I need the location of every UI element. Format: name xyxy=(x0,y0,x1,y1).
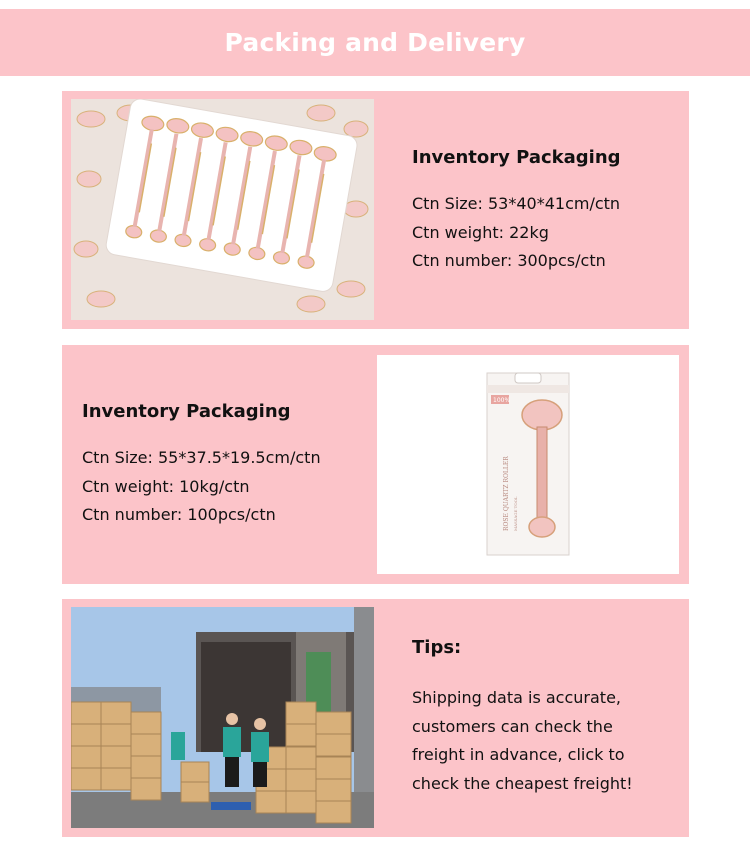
tips-line: check the cheapest freight! xyxy=(412,773,633,793)
carton-weight: Ctn weight: 22kg xyxy=(412,222,549,242)
packaging-info-2 xyxy=(82,401,321,530)
packaging-panel-2 xyxy=(62,345,689,584)
carton-size: Ctn Size: 55*37.5*19.5cm/ctn xyxy=(82,448,321,467)
tips-info xyxy=(412,637,633,798)
packaging-info-1 xyxy=(412,147,621,276)
foam-tray-illustration xyxy=(71,99,374,320)
carton-number: Ctn number: 300pcs/ctn xyxy=(412,251,606,270)
gift-box-illustration xyxy=(377,355,679,574)
carton-number: Ctn number: 100pcs/ctn xyxy=(82,505,276,524)
box-brand-text: ROSE QUARTZ ROLLER xyxy=(503,456,510,531)
foam-tray-photo xyxy=(71,99,374,320)
carton-weight: Ctn weight: 10kg/ctn xyxy=(82,476,250,496)
carton-size: Ctn Size: 53*40*41cm/ctn xyxy=(412,194,621,213)
gift-box-photo xyxy=(377,355,679,574)
loading-truck-photo xyxy=(71,607,374,828)
tips-line: Shipping data is accurate, xyxy=(412,688,621,707)
section-title: Inventory Packaging xyxy=(82,401,291,422)
packaging-panel-1 xyxy=(62,91,689,329)
section-title: Inventory Packaging xyxy=(412,147,621,168)
tips-line: freight in advance, click to xyxy=(412,745,625,764)
box-badge-text: 100% xyxy=(493,397,511,404)
page-header xyxy=(0,9,750,76)
delivery-panel xyxy=(62,599,689,837)
tips-title: Tips: xyxy=(412,637,462,658)
truck-loading-illustration xyxy=(71,607,374,828)
page-title: Packing and Delivery xyxy=(224,28,526,57)
box-sub-text: MASSAGE TOOL xyxy=(513,496,518,531)
tips-line: customers can check the xyxy=(412,716,613,736)
